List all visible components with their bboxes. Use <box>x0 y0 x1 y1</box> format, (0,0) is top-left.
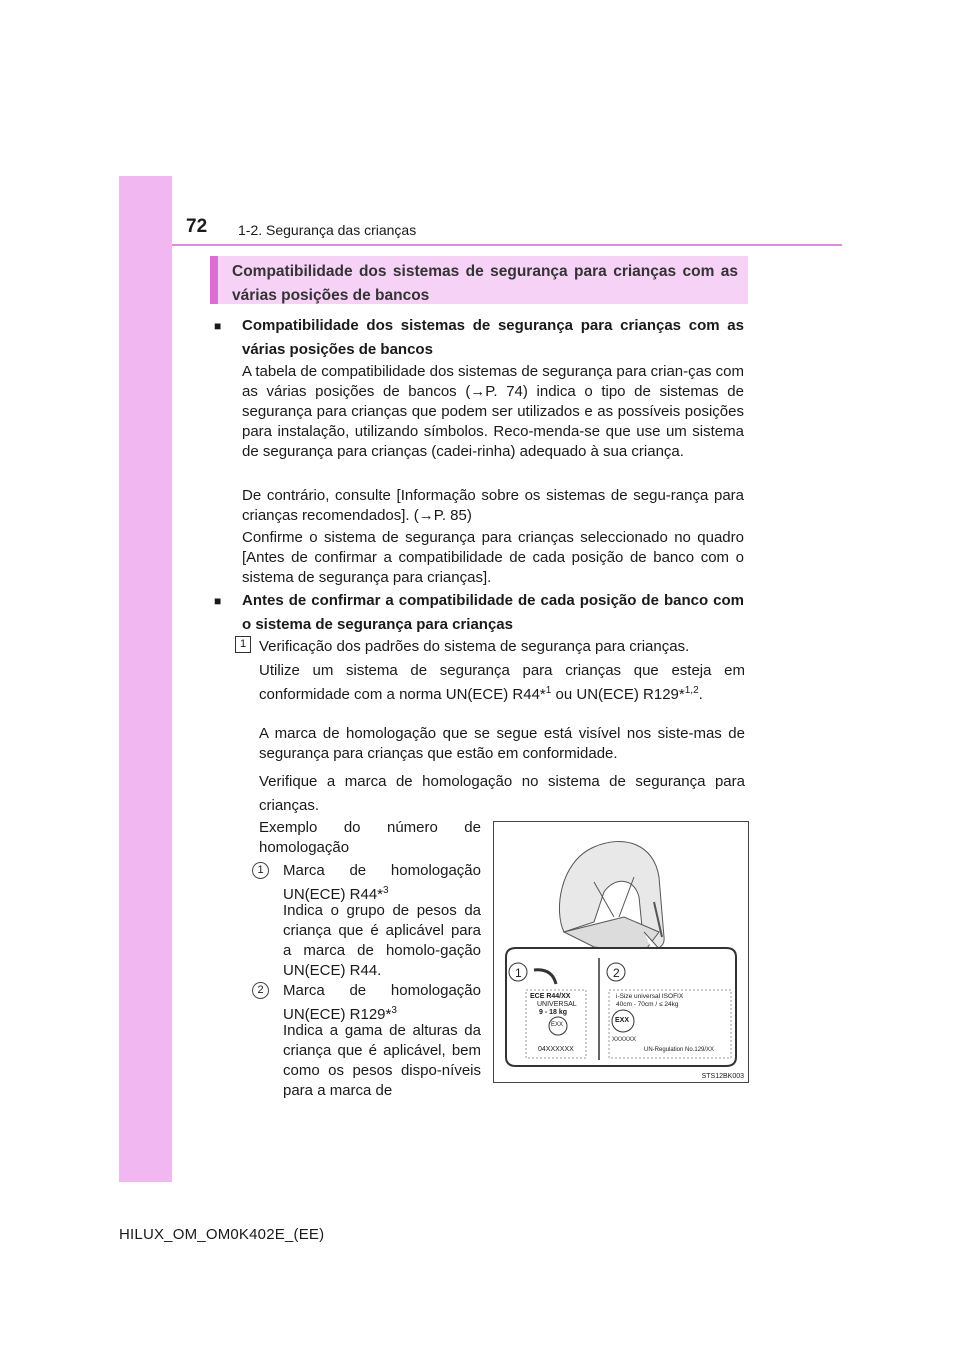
item-number-1: 1 <box>252 862 269 879</box>
subheading-1: Compatibilidade dos sistemas de segurança para crianças com as várias posições de bancos <box>242 317 744 358</box>
label-1-icon: 1 <box>515 966 522 980</box>
footer-code: HILUX_OM_OM0K402E_(EE) <box>119 1226 325 1243</box>
r44-line2: UNIVERSAL <box>537 1001 577 1008</box>
example-label: Exemplo do número de homologação <box>259 819 481 856</box>
item-1-description: Indica o grupo de pesos da criança que é aplicável para a marca de homolo-gação UN(ECE) R44. <box>283 902 481 979</box>
step-paragraph-3: Verifique a marca de homologação no sistema de segurança para crianças. <box>259 773 745 814</box>
r129-number: XXXXXX <box>612 1037 637 1043</box>
item-2-title: Marca de homologação UN(ECE) R129*$^3$ <box>283 982 481 1023</box>
r44-e-mark: EXX <box>551 1022 564 1028</box>
r44-number: 04XXXXXX <box>538 1046 574 1053</box>
homologation-figure <box>493 821 749 1083</box>
step-paragraph-2: A marca de homologação que se segue está visível nos siste-mas de segurança para crianças que estão em conformidade. <box>259 725 745 762</box>
child-seat-illustration <box>494 822 748 1082</box>
heading-box <box>210 256 748 304</box>
page-number: 72 <box>186 216 208 237</box>
r129-line2: 40cm - 70cm / ≤ 24kg <box>616 1001 679 1008</box>
header-rule <box>172 244 842 246</box>
item-number-2: 2 <box>252 982 269 999</box>
item-1-title: Marca de homologação UN(ECE) R44*$^3$ <box>283 862 481 903</box>
bullet-icon: ■ <box>214 594 222 608</box>
paragraph-2: De contrário, consulte [Informação sobre os sistemas de segu-rança para crianças recomendados]. (→P. 85) <box>242 487 744 524</box>
paragraph-1: A tabela de compatibilidade dos sistemas de segurança para crian-ças com as várias posições de bancos (→P. 74) indica o tipo de sistemas de segurança para crianças que podem ser utilizados e as possíveis posições para instalação, utilizando símbolos. Reco-menda-se que use um sistema de segurança para crianças (cadei-rinha) adequado à sua criança. <box>242 363 744 460</box>
label-2-icon: 2 <box>613 966 620 980</box>
figure-code: STS12BK003 <box>701 1073 744 1080</box>
r44-line1: ECE R44/XX <box>530 993 571 1000</box>
r129-regulation: UN-Regulation No.129/XX <box>644 1047 715 1053</box>
r44-line3: 9 - 18 kg <box>539 1009 568 1016</box>
step-paragraph-1: Utilize um sistema de segurança para crianças que esteja em conformidade com a norma UN(ECE) R44*$^1$ ou UN(ECE) R129*$^{1,2}$. <box>259 662 745 703</box>
item-2-description: Indica a gama de alturas da criança que é aplicável, bem como os pesos dispo-níveis para a marca de <box>283 1022 481 1099</box>
heading: Compatibilidade dos sistemas de segurança para crianças com as várias posições de bancos <box>232 263 738 304</box>
step-number-box: 1 <box>235 636 251 653</box>
subheading-2: Antes de confirmar a compatibilidade de cada posição de banco com o sistema de segurança para crianças <box>242 592 744 633</box>
section-title: 1-2. Segurança das crianças <box>238 222 417 238</box>
step-title: Verificação dos padrões do sistema de segurança para crianças. <box>259 638 690 655</box>
r129-e-mark: EXX <box>615 1017 630 1024</box>
r129-line1: i-Size universal ISOFIX <box>616 993 684 1000</box>
chapter-sidebar <box>119 176 172 1182</box>
paragraph-3: Confirme o sistema de segurança para crianças seleccionado no quadro [Antes de confirmar a compatibilidade de cada posição de banco com o sistema de segurança para crianças]. <box>242 529 744 586</box>
bullet-icon: ■ <box>214 319 222 333</box>
